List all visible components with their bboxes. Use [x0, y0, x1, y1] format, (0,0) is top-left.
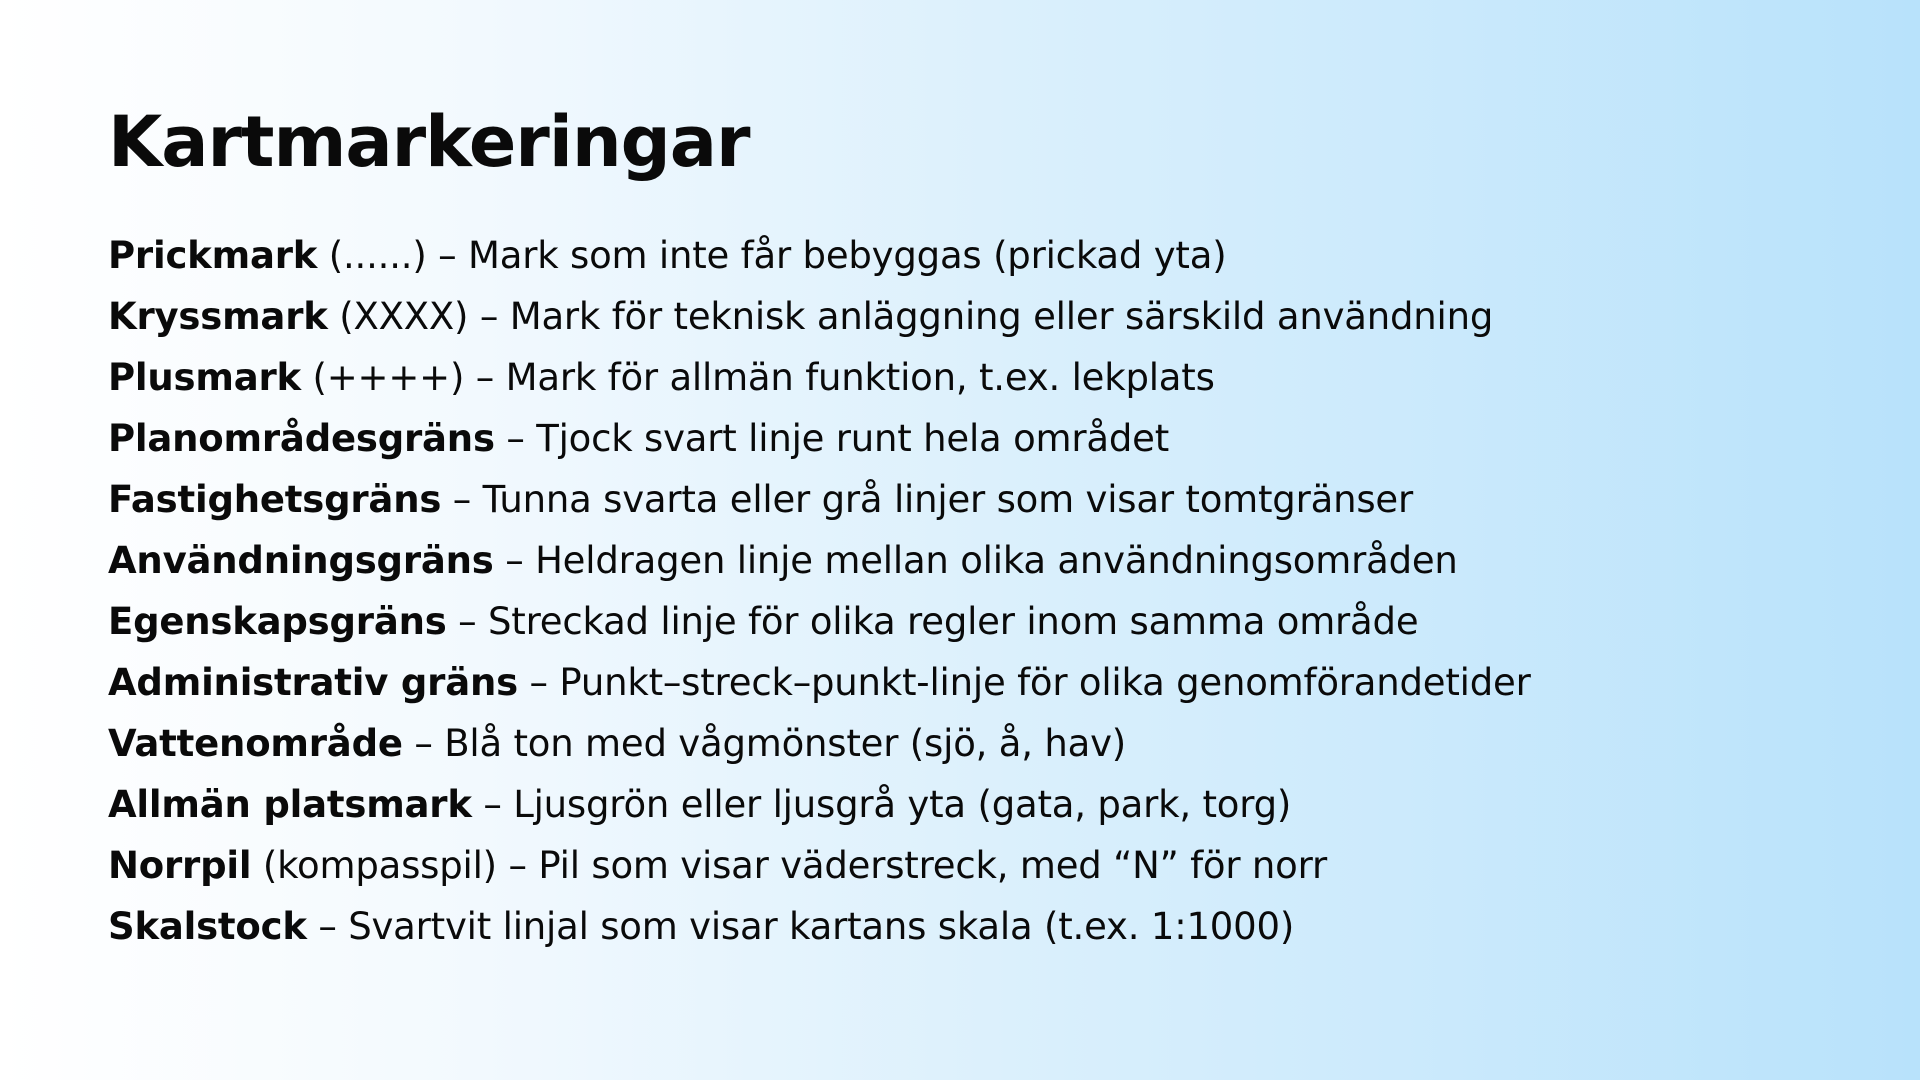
slide-title: Kartmarkeringar: [108, 101, 750, 183]
list-item: [108, 530, 1531, 591]
list-item: [108, 286, 1531, 347]
item-symbol: (kompasspil): [251, 844, 497, 887]
item-description: – Heldragen linje mellan olika användningsområden: [493, 539, 1458, 582]
list-item: [108, 408, 1531, 469]
item-term: Norrpil: [108, 844, 252, 887]
list-item: [108, 774, 1531, 835]
list-item: [108, 225, 1531, 286]
item-description: – Punkt–streck–punkt-linje för olika genomförandetider: [517, 661, 1531, 704]
item-description: – Tjock svart linje runt hela området: [494, 417, 1170, 460]
item-term: Plusmark: [108, 356, 301, 399]
item-term: Allmän platsmark: [108, 783, 472, 826]
list-item: [108, 652, 1531, 713]
item-description: – Svartvit linjal som visar kartans skala (t.ex. 1:1000): [306, 905, 1295, 948]
list-item: [108, 896, 1531, 957]
item-term: Fastighetsgräns: [108, 478, 442, 521]
item-description: – Pil som visar väderstreck, med “N” för norr: [496, 844, 1327, 887]
item-term: Vattenområde: [108, 722, 403, 765]
item-description: – Blå ton med vågmönster (sjö, å, hav): [402, 722, 1127, 765]
legend-list: [108, 225, 1531, 957]
item-description: – Mark för teknisk anläggning eller särskild användning: [468, 295, 1494, 338]
item-description: – Mark för allmän funktion, t.ex. lekplats: [464, 356, 1215, 399]
item-symbol: (......): [317, 234, 427, 277]
item-term: Prickmark: [108, 234, 318, 277]
item-description: – Tunna svarta eller grå linjer som visar tomtgränser: [441, 478, 1413, 521]
list-item: [108, 591, 1531, 652]
list-item: [108, 347, 1531, 408]
item-term: Skalstock: [108, 905, 307, 948]
item-term: Kryssmark: [108, 295, 328, 338]
item-term: Egenskapsgräns: [108, 600, 447, 643]
item-description: – Streckad linje för olika regler inom samma område: [446, 600, 1419, 643]
item-term: Användningsgräns: [108, 539, 494, 582]
item-description: – Mark som inte får bebyggas (prickad yta): [426, 234, 1227, 277]
list-item: [108, 835, 1531, 896]
item-description: – Ljusgrön eller ljusgrå yta (gata, park, torg): [471, 783, 1292, 826]
list-item: [108, 469, 1531, 530]
item-symbol: (XXXX): [327, 295, 469, 338]
item-term: Planområdesgräns: [108, 417, 495, 460]
item-term: Administrativ gräns: [108, 661, 518, 704]
list-item: [108, 713, 1531, 774]
item-symbol: (++++): [300, 356, 465, 399]
